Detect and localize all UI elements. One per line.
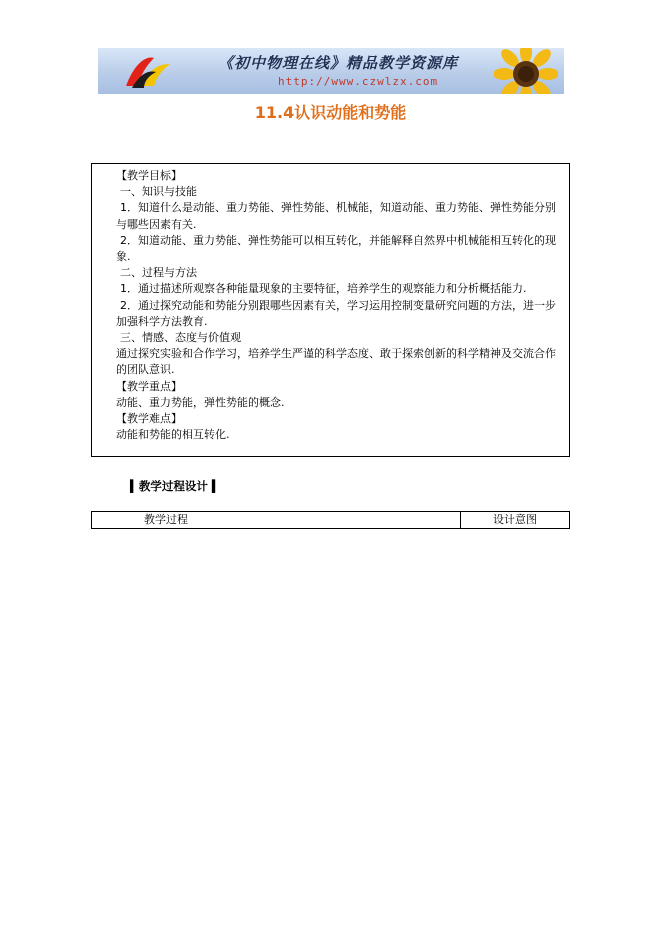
knowledge-item-2: 2．知道动能、重力势能、弹性势能可以相互转化，并能解释自然界中机械能相互转化的现象.	[116, 233, 556, 264]
difficulty-heading: 【教学难点】	[116, 412, 182, 426]
site-logo-icon	[118, 54, 178, 90]
table-header-process: 教学过程	[92, 512, 461, 528]
knowledge-item-1: 1．知道什么是动能、重力势能、弹性势能、机械能，知道动能、重力势能、弹性势能分别与哪些因素有关.	[116, 201, 556, 231]
header-banner	[98, 48, 564, 94]
key-heading: 【教学重点】	[116, 379, 182, 393]
key-text: 动能、重力势能，弹性势能的概念.	[116, 395, 285, 409]
difficulty-text: 动能和势能的相互转化.	[116, 428, 230, 442]
process-heading: 二、过程与方法	[120, 266, 197, 280]
objectives-box	[91, 163, 570, 457]
banner-slogan: 《初中物理在线》精品教学资源库	[218, 54, 459, 72]
sunflower-icon	[494, 48, 558, 94]
process-section-heading: ▍教学过程设计 ▍	[130, 479, 221, 493]
page-title: 11.4认识动能和势能	[254, 103, 407, 122]
knowledge-heading: 一、知识与技能	[120, 185, 197, 199]
emotion-heading: 三、情感、态度与价值观	[120, 331, 241, 345]
emotion-item-1: 通过探究实验和合作学习，培养学生严谨的科学态度、敢于探索创新的科学精神及交流合作的团队意识.	[116, 347, 556, 377]
table-header-intent: 设计意图	[493, 513, 537, 526]
process-item-2: 2．通过探究动能和势能分别跟哪些因素有关，学习运用控制变量研究问题的方法，进一步加强科学方法教育.	[116, 298, 556, 328]
banner-url[interactable]: http://www.czwlzx.com	[278, 75, 439, 88]
process-table	[91, 511, 570, 529]
objectives-heading: 【教学目标】	[116, 169, 182, 182]
process-item-1: 1．通过描述所观察各种能量现象的主要特征，培养学生的观察能力和分析概括能力.	[120, 282, 527, 296]
